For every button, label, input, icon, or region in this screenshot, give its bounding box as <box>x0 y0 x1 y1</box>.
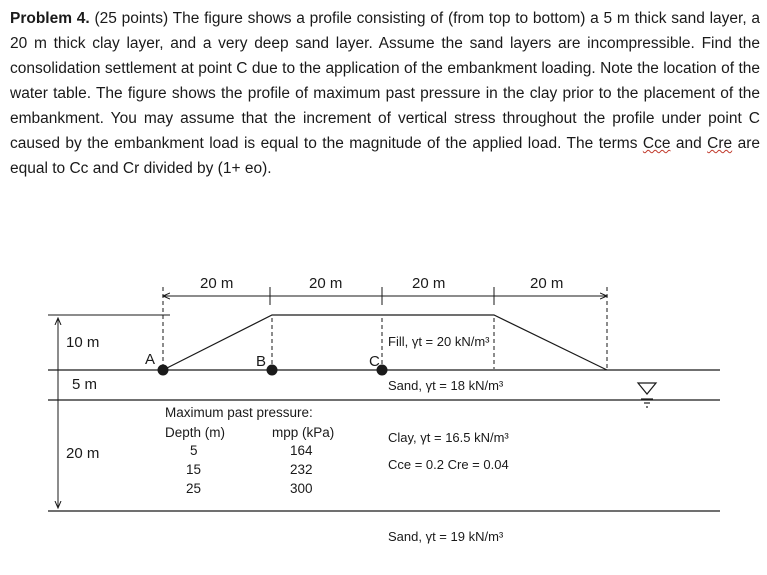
clay-params: Cce = 0.2 Cre = 0.04 <box>388 457 509 472</box>
top-dim-3: 20 m <box>412 275 446 292</box>
term-cc: Cc <box>69 160 89 177</box>
term-eo: eo <box>244 160 263 177</box>
point-b-marker <box>267 365 278 376</box>
mpp-value-3: 300 <box>290 481 313 496</box>
left-dim-sand: 5 m <box>72 376 98 393</box>
clay-label: Clay, γt = 16.5 kN/m³ <box>388 430 509 445</box>
mpp-title: Maximum past pressure: <box>165 405 313 420</box>
mpp-depth-2: 15 <box>186 462 202 477</box>
problem-text-2: and <box>670 135 708 152</box>
top-dim-4: 20 m <box>530 275 564 292</box>
embankment-outline <box>163 315 607 370</box>
fill-label: Fill, γt = 20 kN/m³ <box>388 334 490 349</box>
top-dim-1: 20 m <box>200 275 234 292</box>
problem-text-3: are equal to <box>10 135 760 177</box>
term-cre: Cre <box>707 135 733 152</box>
problem-label: Problem 4. <box>10 10 90 27</box>
top-dim-2: 20 m <box>309 275 343 292</box>
left-dim-clay: 20 m <box>66 445 100 462</box>
mpp-col-depth: Depth (m) <box>165 425 226 440</box>
mpp-value-1: 164 <box>290 443 313 458</box>
left-dim-fill: 10 m <box>66 334 100 351</box>
problem-text-6: ). <box>262 160 272 177</box>
point-c-label: C <box>369 353 380 370</box>
mpp-depth-3: 25 <box>186 481 202 496</box>
problem-text-5: divided by (1+ <box>139 160 245 177</box>
term-cr: Cr <box>122 160 140 177</box>
problem-text-4: and <box>88 160 123 177</box>
term-cce: Cce <box>642 135 671 152</box>
water-table-triangle-icon <box>638 383 656 407</box>
mpp-depth-1: 5 <box>190 443 198 458</box>
sand-top-label: Sand, γt = 18 kN/m³ <box>388 378 504 393</box>
point-b-label: B <box>256 353 267 370</box>
sand-bottom-label: Sand, γt = 19 kN/m³ <box>388 529 504 544</box>
problem-text-1: (25 points) The figure shows a profile consisting of (from top to bottom) a 5 m thick sand layer, a 20 m thick clay layer, and a very deep sand layer. Assume the sand layers are incompressible. Find the consolidation settlement at point C due to the application of the embankment loading. Note the location of the water table. The figure shows the profile of maximum past pressure in the clay prior to the placement of the embankment. You may assume that the increment of vertical stress throughout the profile under point C caused by the embankment load is equal to the magnitude of the applied load. The terms <box>10 10 760 152</box>
mpp-col-mpp: mpp (kPa) <box>272 425 335 440</box>
mpp-value-2: 232 <box>290 462 313 477</box>
point-a-label: A <box>145 351 156 368</box>
point-a-marker <box>158 365 169 376</box>
top-dimension-line <box>163 287 607 370</box>
